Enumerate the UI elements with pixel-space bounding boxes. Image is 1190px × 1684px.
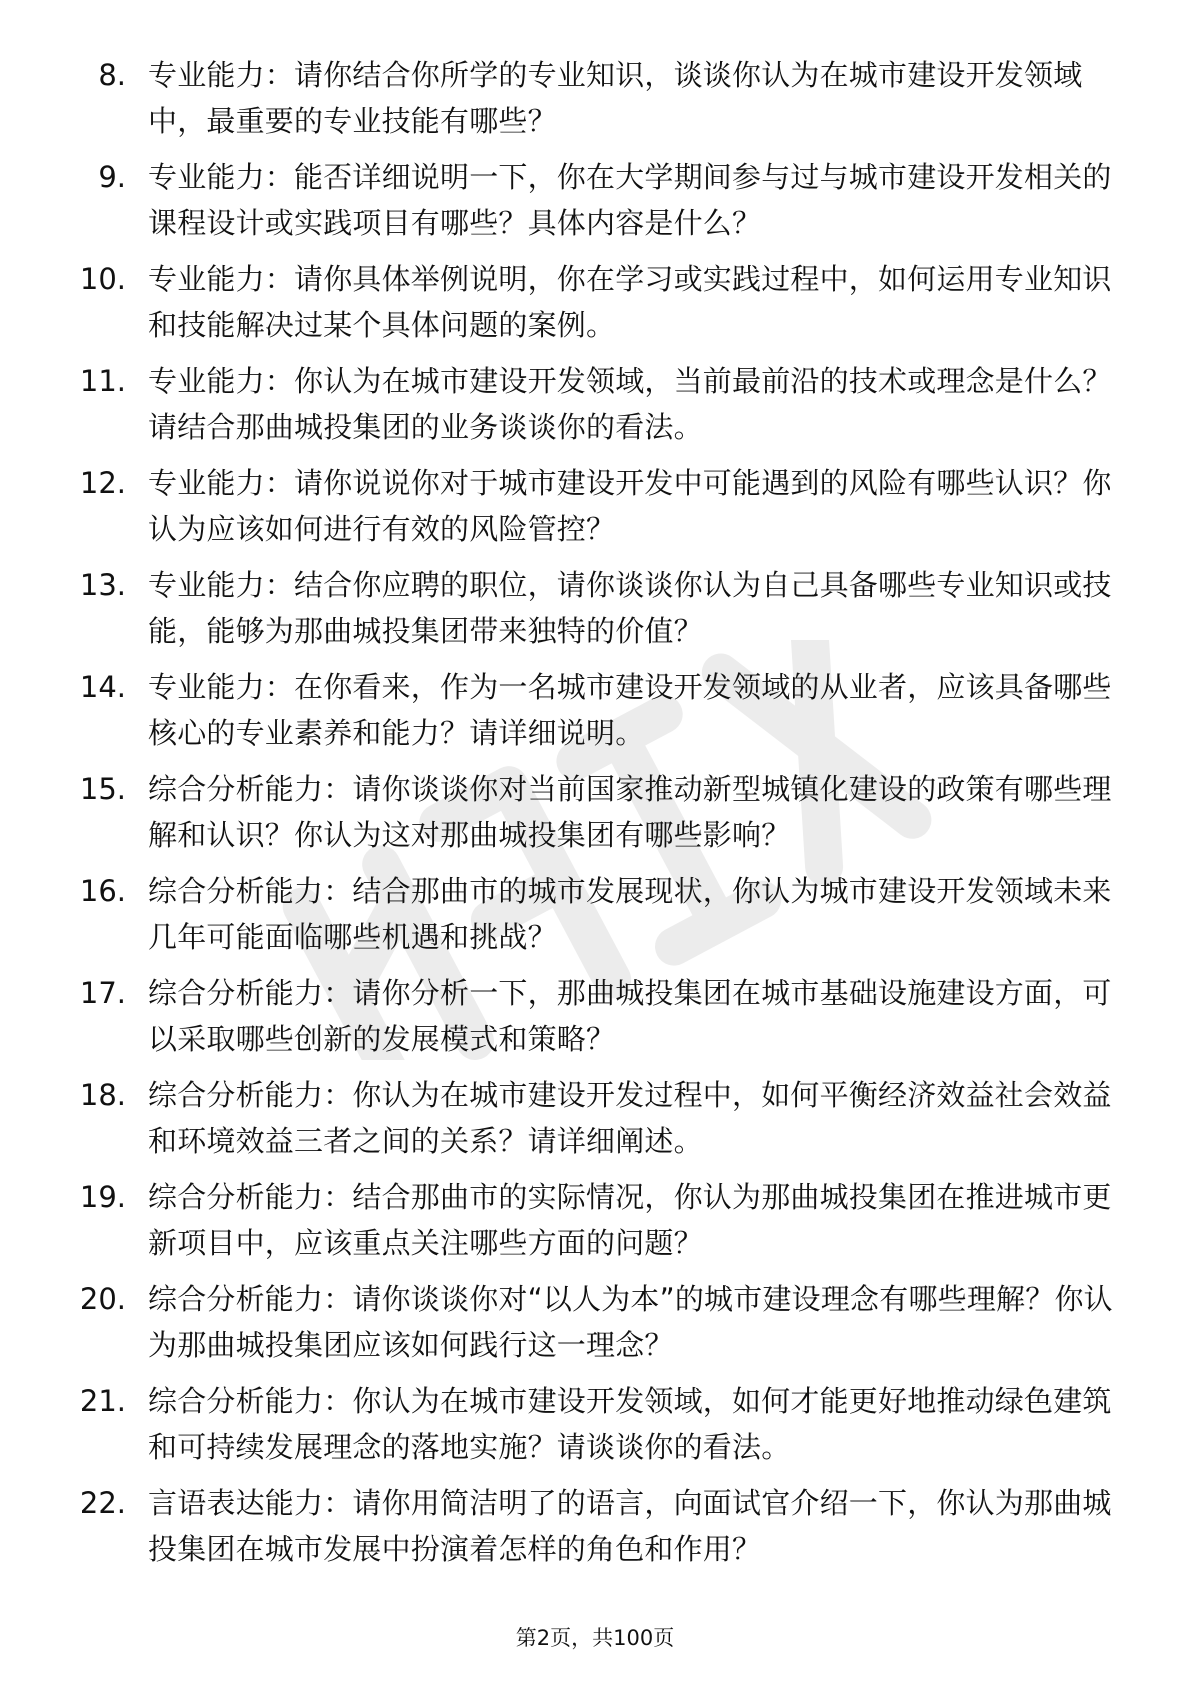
question-text: 言语表达能力：请你用简洁明了的语言，向面试官介绍一下，你认为那曲城投集团在城市发展中扮演着怎样的角色和作用？ bbox=[148, 1486, 1112, 1566]
question-number: 10. bbox=[79, 262, 126, 296]
question-text: 综合分析能力：请你谈谈你对当前国家推动新型城镇化建设的政策有哪些理解和认识？你认为这对那曲城投集团有哪些影响？ bbox=[148, 772, 1112, 852]
question-number: 14. bbox=[79, 670, 126, 704]
question-text: 专业能力：你认为在城市建设开发领域，当前最前沿的技术或理念是什么？请结合那曲城投集团的业务谈谈你的看法。 bbox=[148, 364, 1112, 444]
question-number: 16. bbox=[79, 874, 126, 908]
question-item bbox=[60, 1480, 1140, 1582]
question-item bbox=[60, 868, 1140, 970]
question-number: 11. bbox=[79, 364, 126, 398]
question-text: 综合分析能力：结合那曲市的城市发展现状，你认为城市建设开发领域未来几年可能面临哪些机遇和挑战？ bbox=[148, 874, 1112, 954]
question-number: 21. bbox=[79, 1384, 126, 1418]
question-item bbox=[60, 766, 1140, 868]
question-list bbox=[60, 52, 1140, 1582]
question-item bbox=[60, 1174, 1140, 1276]
question-number: 17. bbox=[79, 976, 126, 1010]
question-number: 19. bbox=[79, 1180, 126, 1214]
question-item bbox=[60, 358, 1140, 460]
question-number: 8. bbox=[98, 58, 126, 92]
question-text: 专业能力：请你具体举例说明，你在学习或实践过程中，如何运用专业知识和技能解决过某个具体问题的案例。 bbox=[148, 262, 1112, 342]
question-text: 专业能力：结合你应聘的职位，请你谈谈你认为自己具备哪些专业知识或技能，能够为那曲城投集团带来独特的价值？ bbox=[148, 568, 1112, 648]
question-item bbox=[60, 664, 1140, 766]
question-text: 综合分析能力：结合那曲市的实际情况，你认为那曲城投集团在推进城市更新项目中，应该重点关注哪些方面的问题？ bbox=[148, 1180, 1112, 1260]
question-number: 20. bbox=[79, 1282, 126, 1316]
question-item bbox=[60, 256, 1140, 358]
question-text: 专业能力：请你说说你对于城市建设开发中可能遇到的风险有哪些认识？你认为应该如何进行有效的风险管控？ bbox=[148, 466, 1112, 546]
question-number: 22. bbox=[79, 1486, 126, 1520]
question-number: 15. bbox=[79, 772, 126, 806]
question-item bbox=[60, 970, 1140, 1072]
question-number: 9. bbox=[98, 160, 126, 194]
question-item bbox=[60, 154, 1140, 256]
question-text: 综合分析能力：你认为在城市建设开发领域，如何才能更好地推动绿色建筑和可持续发展理念的落地实施？请谈谈你的看法。 bbox=[148, 1384, 1112, 1464]
question-text: 专业能力：能否详细说明一下，你在大学期间参与过与城市建设开发相关的课程设计或实践项目有哪些？具体内容是什么？ bbox=[148, 160, 1112, 240]
question-number: 18. bbox=[79, 1078, 126, 1112]
question-number: 13. bbox=[79, 568, 126, 602]
question-text: 专业能力：在你看来，作为一名城市建设开发领域的从业者，应该具备哪些核心的专业素养和能力？请详细说明。 bbox=[148, 670, 1112, 750]
question-text: 综合分析能力：请你分析一下，那曲城投集团在城市基础设施建设方面，可以采取哪些创新的发展模式和策略？ bbox=[148, 976, 1112, 1056]
question-item bbox=[60, 1378, 1140, 1480]
page-footer: 第2页，共100页 bbox=[515, 1626, 675, 1650]
question-item bbox=[60, 562, 1140, 664]
question-item bbox=[60, 460, 1140, 562]
question-item bbox=[60, 1276, 1140, 1378]
question-number: 12. bbox=[79, 466, 126, 500]
question-item bbox=[60, 52, 1140, 154]
question-text: 综合分析能力：你认为在城市建设开发过程中，如何平衡经济效益社会效益和环境效益三者之间的关系？请详细阐述。 bbox=[148, 1078, 1112, 1158]
question-text: 专业能力：请你结合你所学的专业知识，谈谈你认为在城市建设开发领域中，最重要的专业技能有哪些？ bbox=[148, 58, 1083, 138]
question-text: 综合分析能力：请你谈谈你对“以人为本”的城市建设理念有哪些理解？你认为那曲城投集团应该如何践行这一理念？ bbox=[148, 1282, 1113, 1362]
question-item bbox=[60, 1072, 1140, 1174]
